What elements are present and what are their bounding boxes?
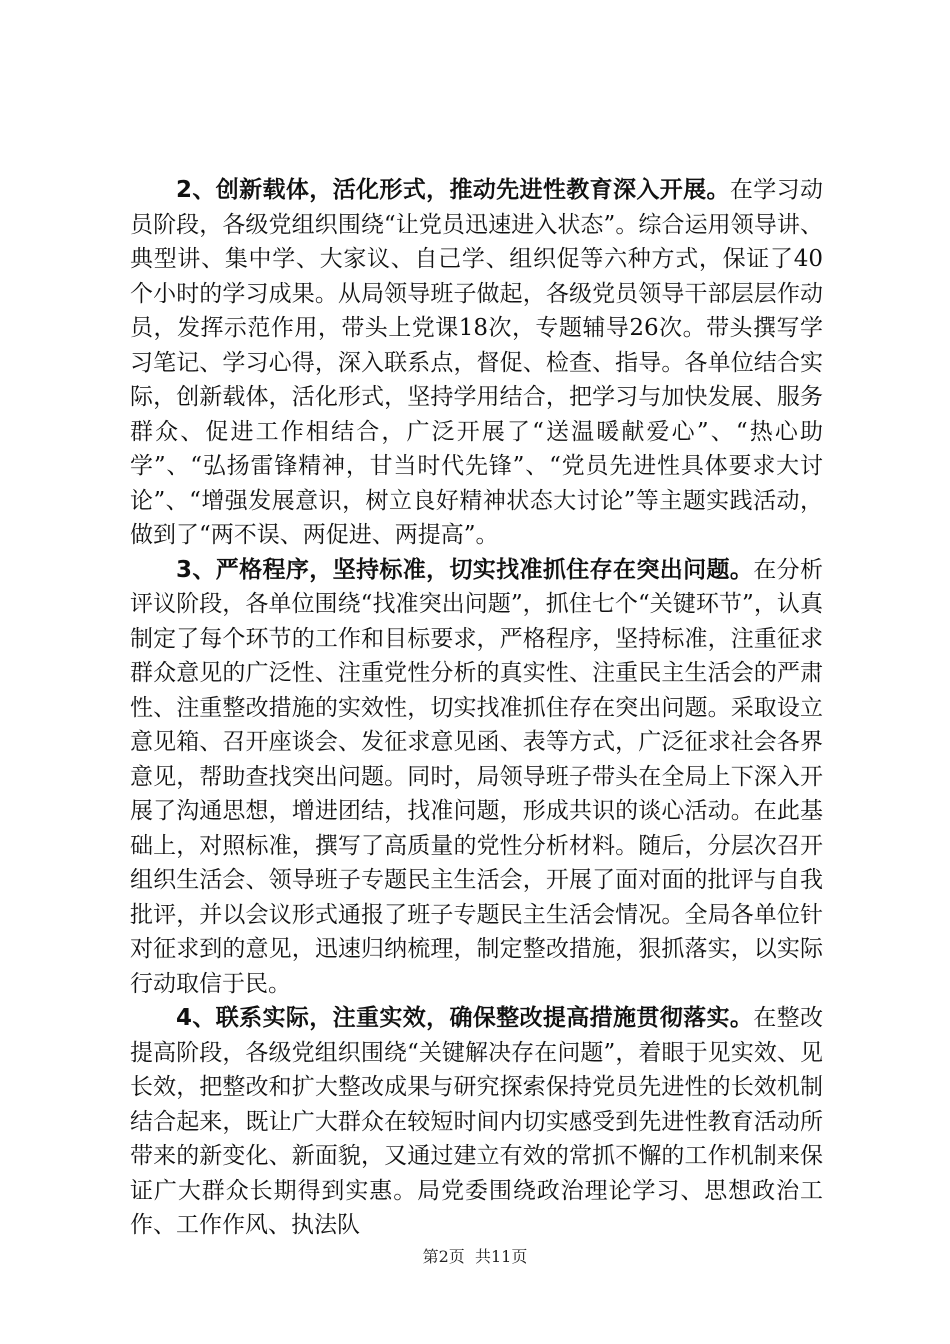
page-footer [0, 1244, 950, 1267]
paragraph-text: 在整改提高阶段，各级党组织围绕“关键解决存在问题”，着眼于见实效、见长效，把整改和扩大整改成果与研究探索保持党员先进性的长效机制结合起来，既让广大群众在较短时间内切实感受到先进性教育活动所带来的新变化、新面貌，又通过建立有效的常抓不懈的工作机制来保证广大群众长期得到实惠。局党委围绕政治理论学习、思想政治工作、工作作风、执法队 [130, 1005, 823, 1238]
paragraph-2 [130, 173, 823, 553]
paragraph-heading: 3、严格程序，坚持标准，切实找准抓住存在突出问题。 [176, 556, 754, 583]
paragraph-text: 在学习动员阶段，各级党组织围绕“让党员迅速进入状态”。综合运用领导讲、典型讲、集中学、大家议、自己学、组织促等六种方式，保证了40个小时的学习成果。从局领导班子做起，各级党员领导干部层层作动员，发挥示范作用，带头上党课18次，专题辅导26次。带头撰写学习笔记、学习心得，深入联系点，督促、检查、指导。各单位结合实际，创新载体，活化形式，坚持学用结合，把学习与加快发展、服务群众、促进工作相结合，广泛开展了“送温暖献爱心”、“热心助学”、“弘扬雷锋精神，甘当时代先锋”、“党员先进性具体要求大讨论”、“增强发展意识，树立良好精神状态大讨论”等主题实践活动，做到了“两不误、两促进、两提高”。 [130, 177, 824, 548]
paragraph-4 [130, 1001, 823, 1243]
paragraph-heading: 4、联系实际，注重实效，确保整改提高措施贯彻落实。 [176, 1005, 754, 1031]
paragraph-text: 在分析评议阶段，各单位围绕“找准突出问题”，抓住七个“关键环节”，认真制定了每个环节的工作和目标要求，严格程序，坚持标准，注重征求群众意见的广泛性、注重党性分析的真实性、注重民主生活会的严肃性、注重整改措施的实效性，切实找准抓住存在突出问题。采取设立意见箱、召开座谈会、发征求意见函、表等方式，广泛征求社会各界意见，帮助查找突出问题。同时，局领导班子带头在全局上下深入开展了沟通思想，增进团结，找准问题，形成共识的谈心活动。在此基础上，对照标准，撰写了高质量的党性分析材料。随后，分层次召开组织生活会、领导班子专题民主生活会，开展了面对面的批评与自我批评，并以会议形式通报了班子专题民主生活会情况。全局各单位针对征求到的意见，迅速归纳梳理，制定整改措施，狠抓落实，以实际行动取信于民。 [130, 556, 823, 997]
page-number: 第2页 [422, 1247, 465, 1266]
paragraph-3 [130, 553, 823, 1002]
paragraph-heading: 2、创新载体，活化形式，推动先进性教育深入开展。 [176, 177, 730, 203]
document-body [130, 173, 823, 1243]
page-total: 共11页 [474, 1247, 528, 1266]
